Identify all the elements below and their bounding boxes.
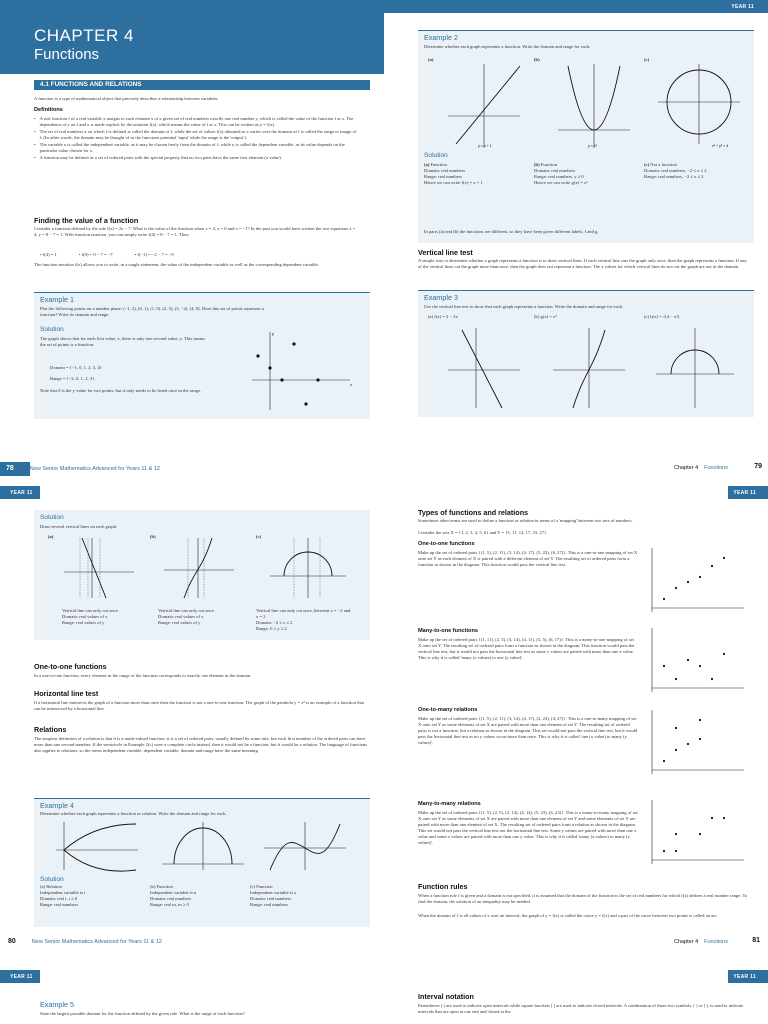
graph-c-circle bbox=[654, 60, 744, 150]
one-to-many-text: Make up the set of ordered pairs {(1, 5), (2, 11), (3, 14), (4, 17), (2, 23), (4, 27)}. This is a one-to-many mapping of set X onto set Y as some elements of set X are paired with more than one element of set Y. The resulting set of ordered pairs is not a function, but a relation as shown in the diagram. This set would not pass the vertical line test, but it would pass the horizontal line test as no y values occur more than once. This is why it is called 'one (x value) to many (y values)'. bbox=[418, 716, 638, 745]
spread-pages-80-81 bbox=[0, 486, 768, 962]
intro-text: A function is a type of mathematical object that precisely describes a relationship between variables. bbox=[34, 96, 219, 101]
example-4-solution-c: (c) Function Independent variable is x Domain: real numbers Range: real numbers bbox=[250, 884, 297, 907]
definitions-list bbox=[34, 116, 358, 161]
types-heading: Types of functions and relations bbox=[418, 508, 529, 517]
year-badge-79: YEAR 11 bbox=[731, 4, 754, 10]
example-1-note: Note that 0 is the y-value for two points, but it only needs to be listed once in the range. bbox=[40, 388, 202, 393]
example-1-plot bbox=[246, 326, 356, 414]
example-2-solution-c: (c) Not a function Domain: real numbers, −2 ≤ x ≤ 2 Range: real numbers, −2 ≤ x ≤ 2 bbox=[644, 162, 707, 179]
example-2-solution-heading: Solution bbox=[424, 152, 448, 159]
relations-text: The simplest definition of a relation is that it is a multi-valued function: it is a set of ordered pairs, usually defined by some rule, but each first member of the ordered pairs can have more than one second member. If the semicircle in Example 2(c) were a complete circle instead, then it would not be a function, but it would be a relation. The language of functions also applies to relations, so the terms independent variable, dependent variable, domain and range have the same meaning. bbox=[34, 736, 368, 753]
page-83 bbox=[384, 970, 768, 1024]
one-to-one-functions-heading: One-to-one functions bbox=[418, 541, 475, 547]
finding-value-text: Consider a function defined by the rule f(x) = 2x − 7. What is the value of the function when x = 4, x = 0 and x = −1? In the past you would have written the two equations x = 4, y = 8 − 7 = 1. With function notation, you can simply write f(4) = 8 − 7 = 1. Thus: bbox=[34, 226, 356, 237]
example-4-solution-b: (b) Function Independent variable is n Domain: real numbers Range: real m, m ≥ 0 bbox=[150, 884, 197, 907]
definition-bullet-1: • A real function f of a real variable x assigns to each element x of a given set of real numbers exactly one real number y, which is called the value of the function f at x. The dependence of y on f and x is made explicit by the notation f(x), which means the value of f at x. This can be written as y = f(x). bbox=[34, 116, 354, 127]
example-3-solution-label: Solution bbox=[40, 514, 64, 521]
example-3-part-c: (c) h(x) = √(4 − x²) bbox=[644, 314, 680, 319]
footer-functions: Functions bbox=[704, 465, 728, 471]
example-4-graph-a bbox=[54, 820, 140, 872]
example-2-title: Example 2 bbox=[424, 33, 458, 42]
example-5-title: Example 5 bbox=[40, 1000, 74, 1009]
finding-item-2: • f(0) = 0 − 7 = −7 bbox=[78, 252, 113, 257]
example-2-solution-a: (a) Function Domain: real numbers Range: real numbers Hence we can write f(x) = x + 1 bbox=[424, 162, 483, 185]
mapping-plot-many-to-one bbox=[646, 626, 746, 696]
example-3-graph-b bbox=[549, 324, 629, 410]
year-badge-80: YEAR 11 bbox=[10, 490, 33, 496]
page-number-79: 79 bbox=[754, 463, 762, 470]
interval-notation-heading: Interval notation bbox=[418, 992, 474, 1001]
finding-item-3: • f(−1) = −2 − 7 = −9 bbox=[134, 252, 174, 257]
graph-a-line bbox=[444, 60, 524, 150]
footer-chapter: Chapter 4 bbox=[673, 465, 699, 471]
footer-page-81 bbox=[674, 939, 728, 945]
graph-b-parabola bbox=[554, 60, 634, 150]
x-axis-label: x bbox=[350, 382, 352, 387]
vertical-test-label-c: (c) bbox=[256, 534, 262, 539]
mapping-plot-many-to-many bbox=[646, 798, 746, 868]
example-4-graph-b bbox=[160, 820, 246, 872]
point-neg1-2 bbox=[256, 354, 259, 357]
example-1-range: Range = {−2, 0, 1, 2, 3} bbox=[50, 376, 95, 381]
page-number-78: 78 bbox=[6, 465, 14, 472]
vertical-test-caption-c: Vertical line can only cut once, between x = −2 and x = 2. Domain: −2 ≤ x ≤ 2 Range: 0 ≤ y ≤ 2 bbox=[256, 608, 351, 631]
horizontal-line-test-text: If a horizontal line intersects the graph of a function more than once then the function is not a one-to-one function. The graph of the parabola y = x² is an example of a function that can be intersected by a horizontal line. bbox=[34, 700, 364, 711]
vertical-test-graph-a bbox=[62, 536, 136, 600]
page-78 bbox=[0, 0, 384, 478]
chapter-number: CHAPTER 4 bbox=[34, 26, 134, 45]
vertical-line-test-heading: Vertical line test bbox=[418, 248, 473, 257]
page-81 bbox=[384, 486, 768, 962]
page-number-79-box bbox=[754, 463, 762, 470]
horizontal-line-test-heading: Horizontal line test bbox=[34, 689, 99, 698]
graph-label-c: (c) bbox=[644, 57, 650, 62]
page-82 bbox=[0, 970, 384, 1024]
many-to-one-text: Make up the set of ordered pairs {(1, 11), (2, 5), (3, 14), (4, 11), (5, 5), (6, 17)}. This is a many-to-one mapping of set X onto set Y. The resulting set of ordered pairs form a function as shown in the diagram. This function would pass the vertical line test, but it would not pass the horizontal line test as some y values are paired with more than one x value. This is why it is called 'many (x values) to one (y value)'. bbox=[418, 637, 635, 660]
example-2-note: In parts (a) and (b) the functions are different, so they have been given different labels, f and g. bbox=[424, 229, 599, 234]
example-1-title: Example 1 bbox=[40, 295, 74, 304]
function-rules-text: When a function rule f is given and a domain is not specified, it is assumed that the domain of the function is the set of real numbers for which f(x) defines a real number range. To find the domain, the solution of an inequality may be needed. bbox=[418, 893, 748, 904]
example-3-question: Use the vertical line test to show that each graph represents a function. Write the domain and range for each. bbox=[424, 304, 624, 309]
line-y-equals-x-plus-1 bbox=[456, 66, 520, 144]
mapping-plot-one-to-many bbox=[646, 708, 746, 778]
definition-bullet-3: • The variable x is called the independent variable, as it may be chosen freely from the domain of f, while y is called the dependent variable, as its value depends on the particular value chosen for x. bbox=[34, 142, 345, 153]
function-rules-text-2: When the domain of f is all values of x over an interval, the graph of y = f(x) is called the curve y = f(x) and a part of the curve between two points is called an arc. bbox=[418, 913, 718, 918]
point-3-neg2 bbox=[304, 402, 307, 405]
footer-chapter-81: Chapter 4 bbox=[673, 939, 699, 945]
graph-b-equation: y = x² bbox=[588, 144, 597, 148]
year-badge-82: YEAR 11 bbox=[10, 974, 33, 980]
types-sets: Consider the sets X = {1, 2, 3, 4, 5, 6} and Y = {5, 11, 14, 17, 23, 27}. bbox=[418, 530, 548, 535]
example-5-question: State the largest possible domain for the function defined by the given rule. What is the range of each function? bbox=[40, 1011, 245, 1016]
footer-functions-81: Functions bbox=[704, 939, 728, 945]
example-1-solution-text: The graph shows that for each first value, x, there is only one second value, y. This means the set of points is a function: bbox=[40, 336, 206, 347]
example-3-part-b: (b) g(x) = x³ bbox=[534, 314, 557, 319]
footer-book-title: New Senior Mathematics Advanced for Years 11 & 12 bbox=[29, 465, 160, 472]
vertical-test-graph-c bbox=[268, 536, 348, 600]
vertical-test-caption-b: Vertical line can only cut once. Domain: real values of x Range: real values of y bbox=[158, 608, 215, 625]
page-80 bbox=[0, 486, 384, 962]
example-1-question: Plot the following points on a number plane: (−1, 2), (0, 1), (1, 0), (2, 3), (3, −2), (4, 0). Does this set of points represent a function? Write its domain and range. bbox=[40, 306, 264, 317]
mapping-plot-one-to-one bbox=[646, 546, 746, 616]
footer-page-79 bbox=[674, 465, 728, 471]
example-3-graph-a bbox=[444, 324, 524, 410]
example-3-graph-c bbox=[652, 324, 738, 410]
one-to-one-text: In a one-to-one function, every element in the range of the function corresponds to exactly one element in the domain. bbox=[34, 673, 252, 678]
vertical-test-label-b: (b) bbox=[150, 534, 156, 539]
vertical-test-label-a: (a) bbox=[48, 534, 54, 539]
spread-pages-78-79 bbox=[0, 0, 768, 478]
example-3-part-a: (a) f(x) = 2 − 2x bbox=[428, 314, 458, 319]
example-1-solution-label: Solution bbox=[40, 326, 64, 333]
many-to-one-heading: Many-to-one functions bbox=[418, 628, 478, 634]
many-to-many-heading: Many-to-many relations bbox=[418, 801, 481, 807]
page-79 bbox=[384, 0, 768, 478]
line-2-minus-2x bbox=[462, 330, 502, 408]
definition-bullet-2: • The set of real numbers x on which f is defined is called the domain of f, while the set of values f(x) obtained as x varies over the domain of f is called the range or image of f. (In other words, the domain may be thought of as the functions potential 'input' while the range is the 'output'.) bbox=[34, 129, 357, 140]
example-1-domain: Domain = {−1, 0, 1, 2, 3, 4} bbox=[50, 365, 102, 370]
page-number-80: 80 bbox=[8, 938, 16, 945]
point-0-1 bbox=[268, 366, 271, 369]
finding-value-heading: Finding the value of a function bbox=[34, 216, 139, 225]
finding-item-1: • f(4) = 1 bbox=[40, 252, 57, 257]
definitions-heading: Definitions bbox=[34, 107, 63, 113]
one-to-many-heading: One-to-many relations bbox=[418, 707, 478, 713]
graph-label-b: (b) bbox=[534, 57, 540, 62]
section-title: 4.1 FUNCTIONS AND RELATIONS bbox=[40, 81, 142, 88]
example-3-solution-intro: Draw several vertical lines on each graph. bbox=[40, 524, 118, 529]
graph-label-a: (a) bbox=[428, 57, 434, 62]
page-number-81: 81 bbox=[752, 937, 760, 944]
one-to-one-functions-text: Make up the set of ordered pairs {(1, 5), (2, 11), (3, 14), (4, 17), (5, 23), (6, 27)}. This is a one-to-one mapping of set X onto set Y as each element of X is paired with a different element of set Y. The resulting set of ordered pairs form a function as shown in the diagram. This function would pass the vertical line test. bbox=[418, 550, 638, 567]
relations-heading: Relations bbox=[34, 725, 67, 734]
example-4-title: Example 4 bbox=[40, 801, 74, 810]
point-1-0 bbox=[280, 378, 283, 381]
graph-c-equation: x² + y² = 4 bbox=[712, 144, 729, 148]
graph-a-equation: y = x + 1 bbox=[478, 144, 492, 148]
example-4-solution-label: Solution bbox=[40, 876, 64, 883]
example-4-graph-c bbox=[262, 820, 348, 872]
interval-notation-text: Parentheses ( ) are used to indicate open intervals while square brackets [ ] are used to indicate closed intervals. A combination of these two symbols, ( ] or [ ), is used to indicate intervals that are open at one end and closed at the bbox=[418, 1003, 744, 1014]
y-axis-label: y bbox=[272, 331, 274, 336]
footer-page-78 bbox=[6, 465, 160, 472]
example-2-solution-b: (b) Function Domain: real numbers Range: real numbers, y ≥ 0 Hence we can write g(x) = x² bbox=[534, 162, 588, 185]
year-band-79 bbox=[384, 0, 768, 13]
year-badge-83: YEAR 11 bbox=[733, 974, 756, 980]
example-4-question: Determine whether each graph represents a function or relation. Write the domain and range for each. bbox=[40, 811, 227, 816]
vertical-test-graph-b bbox=[162, 536, 236, 600]
point-4-0 bbox=[316, 378, 319, 381]
example-2-question: Determine whether each graph represents a function. Write the domain and range for each. bbox=[424, 44, 591, 49]
vertical-line-test-text: A simple way to determine whether a graph represents a function is to draw vertical lines. If each vertical line cuts the graph only once, then the graph represents a function. If any of the vertical lines cut the graph more than once, then the graph does not represent a function. The x values for which vertical lines do not cut the graph are not in the domain. bbox=[418, 258, 747, 269]
many-to-many-text: Make up the set of ordered pairs {(1, 5), (2, 5), (2, 14), (4, 14), (5, 23), (6, 23)}. This is a many-to-many mapping of set X onto set Y as some elements of set X are paired with more than one element of set Y and some elements of set Y are paired with more than one element of set X. The resulting set of ordered pairs form a relation as shown in the diagram. This set would not pass the vertical line test nor the horizontal line test. Some y values are paired with more than one x value and some x values are paired with more than one y value. This is why it is called 'many (x values) to many (y values)'. bbox=[418, 810, 638, 845]
point-2-3 bbox=[292, 342, 295, 345]
footer-book-title-80: New Senior Mathematics Advanced for Years 11 & 12 bbox=[31, 938, 162, 945]
function-rules-heading: Function rules bbox=[418, 882, 468, 891]
finding-value-items bbox=[40, 252, 174, 258]
example-3-title: Example 3 bbox=[424, 293, 458, 302]
page-number-81-box bbox=[752, 937, 760, 944]
spread-pages-82-83 bbox=[0, 970, 768, 1024]
example-4-solution-a: (a) Relation Independent variable is t Domain: real t, t ≥ 0 Range: real numbers bbox=[40, 884, 86, 907]
finding-value-text-2: The function notation f(x) allows you to write, in a single statement, the value of the independent variable as well as the corresponding dependent variable. bbox=[34, 262, 319, 267]
vertical-test-caption-a: Vertical line can only cut once. Domain: real values of x Range: real values of y bbox=[62, 608, 119, 625]
footer-page-80 bbox=[8, 938, 162, 945]
chapter-title: Functions bbox=[34, 46, 100, 63]
types-text: Sometimes other terms are used to define a function or relation in terms of a 'mapping' between two sets of numbers. bbox=[418, 518, 633, 523]
year-badge-81: YEAR 11 bbox=[733, 490, 756, 496]
one-to-one-heading: One-to-one functions bbox=[34, 662, 107, 671]
definition-bullet-4: • A function may be defined as a set of ordered pairs with the special property that no two pairs have the same first element (x value). bbox=[34, 155, 282, 160]
